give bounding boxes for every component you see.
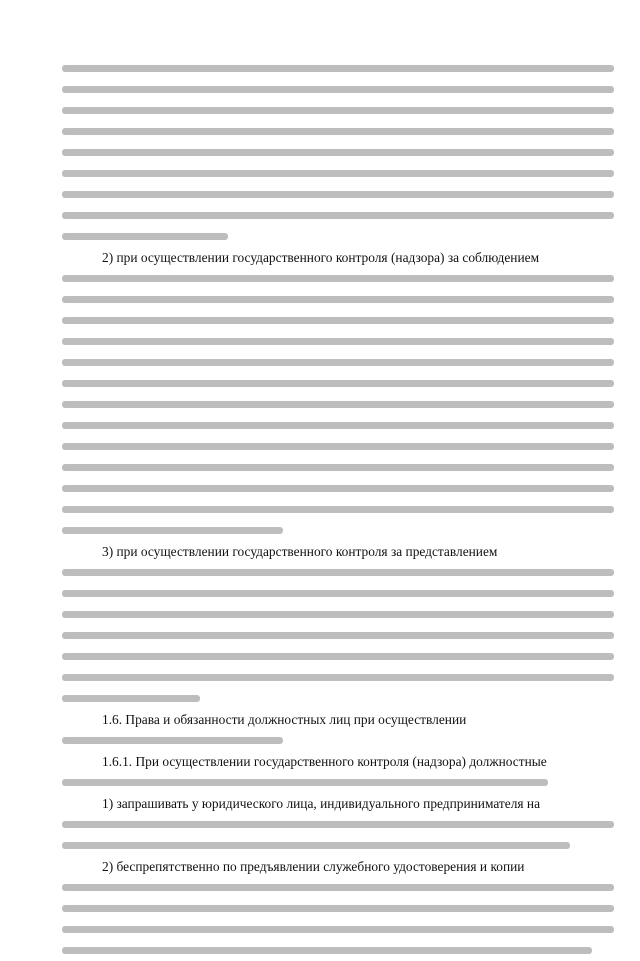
text-line <box>62 940 614 961</box>
text-line <box>62 457 614 478</box>
paragraph-lead-line <box>62 856 614 877</box>
paragraph-lead-text: 1) запрашивать у юридического лица, индивидуального предпринимателя на <box>102 796 541 811</box>
text-line <box>62 331 614 352</box>
text-line <box>62 289 614 310</box>
paragraph-lead-text: 1.6. Права и обязанности должностных лиц при осуществлении <box>102 712 467 727</box>
document-body <box>62 58 614 961</box>
text-line <box>62 835 614 856</box>
paragraph-right-2 <box>62 856 614 961</box>
text-line <box>62 373 614 394</box>
text-line <box>62 226 614 247</box>
paragraph-lead-line <box>62 709 614 730</box>
text-line <box>62 268 614 289</box>
paragraph-1-6-1 <box>62 751 614 793</box>
paragraph-lead-text: 2) при осуществлении государственного контроля (надзора) за соблюдением <box>102 250 540 265</box>
text-line <box>62 100 614 121</box>
text-line <box>62 583 614 604</box>
text-line <box>62 58 614 79</box>
paragraph-1-6 <box>62 709 614 751</box>
paragraph-2 <box>62 247 614 541</box>
text-line <box>62 520 614 541</box>
paragraph-3 <box>62 541 614 709</box>
text-line <box>62 79 614 100</box>
text-line <box>62 499 614 520</box>
text-line <box>62 562 614 583</box>
paragraph-lead-line <box>62 751 614 772</box>
text-line <box>62 919 614 940</box>
text-line <box>62 898 614 919</box>
paragraph-intro <box>62 58 614 247</box>
text-line <box>62 142 614 163</box>
text-line <box>62 772 614 793</box>
text-line <box>62 121 614 142</box>
text-line <box>62 163 614 184</box>
text-line <box>62 604 614 625</box>
paragraph-lead-line <box>62 247 614 268</box>
paragraph-lead-text: 1.6.1. При осуществлении государственного контроля (надзора) должностные <box>102 754 547 769</box>
text-line <box>62 310 614 331</box>
text-line <box>62 394 614 415</box>
text-line <box>62 688 614 709</box>
paragraph-lead-text: 2) беспрепятственно по предъявлении служебного удостоверения и копии <box>102 859 525 874</box>
text-line <box>62 646 614 667</box>
text-line <box>62 877 614 898</box>
paragraph-lead-text: 3) при осуществлении государственного контроля за представлением <box>102 544 498 559</box>
paragraph-lead-line <box>62 793 614 814</box>
text-line <box>62 415 614 436</box>
text-line <box>62 667 614 688</box>
text-line <box>62 184 614 205</box>
text-line <box>62 814 614 835</box>
text-line <box>62 625 614 646</box>
text-line <box>62 352 614 373</box>
text-line <box>62 478 614 499</box>
text-line <box>62 730 614 751</box>
text-line <box>62 205 614 226</box>
paragraph-right-1 <box>62 793 614 856</box>
paragraph-lead-line <box>62 541 614 562</box>
text-line <box>62 436 614 457</box>
